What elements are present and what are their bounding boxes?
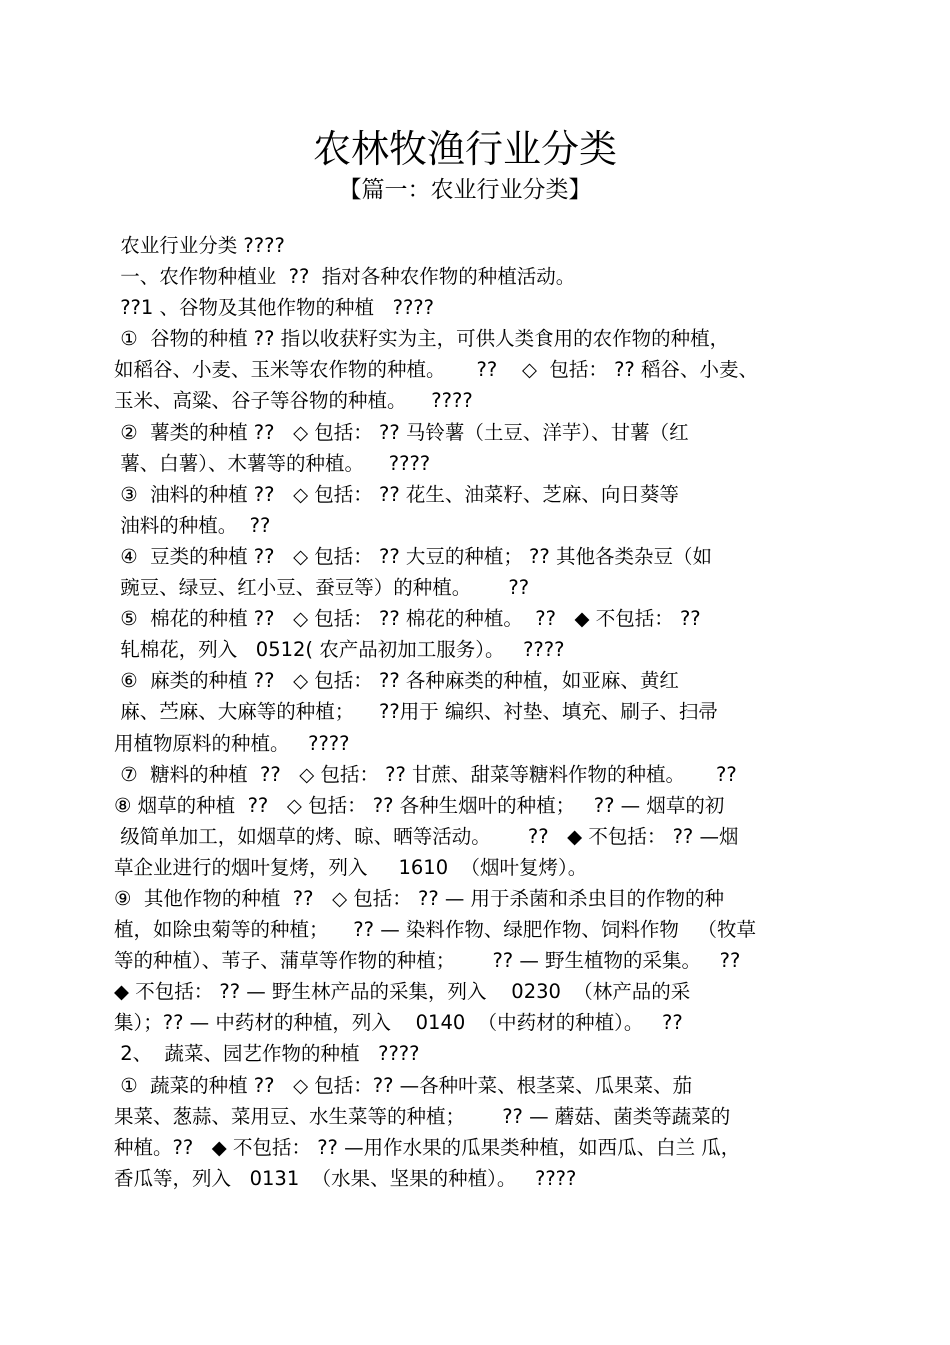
text-line: 油料的种植。 ??	[114, 513, 271, 537]
text-line: 植，如除虫菊等的种植； ?? — 染料作物、绿肥作物、饲料作物 （牧草	[114, 918, 756, 942]
text-line: 香瓜等，列入 0131 （水果、坚果的种植）。 ????	[114, 1166, 577, 1190]
text-line: ③ 油料的种植 ?? ◇ 包括： ?? 花生、油菜籽、芝麻、向日葵等	[114, 482, 679, 506]
text-line: 麻、苎麻、大麻等的种植； ??用于 编织、衬垫、填充、刷子、扫帚	[114, 700, 718, 724]
text-line: ④ 豆类的种植 ?? ◇ 包括： ?? 大豆的种植； ?? 其他各类杂豆（如	[114, 544, 712, 568]
text-line: 2、 蔬菜、园艺作物的种植 ????	[114, 1042, 420, 1066]
text-line: ⑦ 糖料的种植 ?? ◇ 包括： ?? 甘蔗、甜菜等糖料作物的种植。 ??	[114, 762, 737, 786]
text-line: 草企业进行的烟叶复烤，列入 1610 （烟叶复烤）。	[114, 855, 588, 879]
document-subtitle: 【篇一：农业行业分类】	[338, 177, 592, 203]
text-line: 种植。?? ◆ 不包括： ?? —用作水果的瓜果类种植，如西瓜、白兰 瓜，	[114, 1135, 741, 1159]
document-body	[114, 230, 874, 1194]
text-line: 用植物原料的种植。 ????	[114, 731, 350, 755]
text-line: 如稻谷、小麦、玉米等农作物的种植。 ?? ◇ 包括： ?? 稻谷、小麦、	[114, 358, 758, 382]
text-line: 农业行业分类 ????	[114, 234, 285, 257]
text-line: ② 薯类的种植 ?? ◇ 包括： ?? 马铃薯（土豆、洋芋）、甘薯（红	[114, 420, 689, 444]
text-line: 轧棉花，列入 0512( 农产品初加工服务）。 ????	[114, 638, 565, 662]
text-line: 一、农作物种植业 ?? 指对各种农作物的种植活动。	[114, 265, 576, 289]
text-line: ⑥ 麻类的种植 ?? ◇ 包括： ?? 各种麻类的种植，如亚麻、黄红	[114, 669, 679, 693]
document-title: 农林牧渔行业分类	[312, 127, 617, 171]
text-line: ① 蔬菜的种植 ?? ◇ 包括：?? —各种叶菜、根茎菜、瓜果菜、茄	[114, 1073, 693, 1097]
text-line: ◆ 不包括： ?? — 野生林产品的采集，列入 0230 （林产品的采	[114, 980, 691, 1004]
text-line: 果菜、葱蒜、菜用豆、水生菜等的种植； ?? — 蘑菇、菌类等蔬菜的	[114, 1104, 731, 1128]
text-line: 级简单加工，如烟草的烤、晾、晒等活动。 ?? ◆ 不包括： ?? —烟	[114, 824, 739, 848]
text-line: ⑤ 棉花的种植 ?? ◇ 包括： ?? 棉花的种植。 ?? ◆ 不包括： ??	[114, 607, 701, 631]
text-line: ??1 、谷物及其他作物的种植 ????	[114, 296, 434, 320]
text-line: 等的种植）、苇子、蒲草等作物的种植； ?? — 野生植物的采集。 ??	[114, 949, 741, 973]
text-line: 薯、白薯）、木薯等的种植。 ????	[114, 451, 431, 475]
text-line: ① 谷物的种植 ?? 指以收获籽实为主，可供人类食用的农作物的种植，	[114, 327, 730, 351]
text-line: 玉米、高粱、谷子等谷物的种植。 ????	[114, 389, 473, 413]
text-line: ⑧ 烟草的种植 ?? ◇ 包括： ?? 各种生烟叶的种植； ?? — 烟草的初	[114, 793, 725, 817]
text-line: ⑨ 其他作物的种植 ?? ◇ 包括： ?? — 用于杀菌和杀虫目的作物的种	[114, 886, 725, 910]
text-line: 集）；?? — 中药材的种植，列入 0140 （中药材的种植）。 ??	[114, 1011, 683, 1035]
text-line: 豌豆、绿豆、红小豆、蚕豆等）的种植。 ??	[114, 576, 530, 600]
